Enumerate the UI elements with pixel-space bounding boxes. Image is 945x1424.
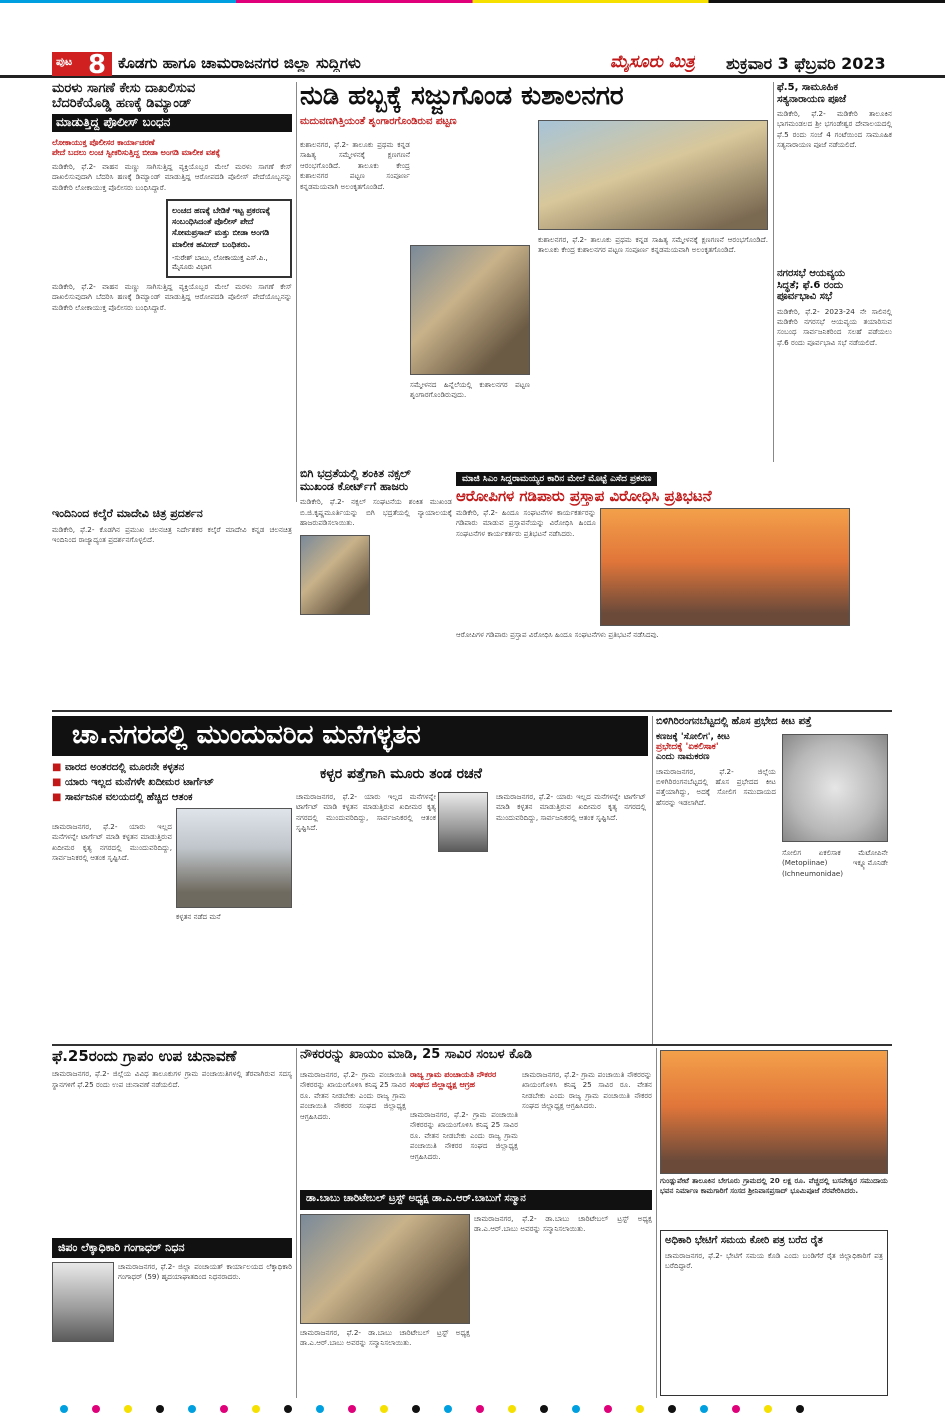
headline: ಬಿಳಿಗಿರಿರಂಗನಬೆಟ್ಟದಲ್ಲಿ ಹೊಸ ಪ್ರಭೇದ ಕೀಟ ಪತ್ತೆ: [656, 716, 812, 727]
photo-caption: ಸಮ್ಮೇಳನದ ಹಿನ್ನೆಲೆಯಲ್ಲಿ ಕುಶಾಲನಗರ ಪಟ್ಟಣ ಶೃಂಗಾರಗೊಂಡಿರುವುದು.: [410, 380, 530, 400]
column-divider: [773, 82, 774, 462]
column-divider: [296, 1048, 297, 1398]
tag: ಪೇದೆ ಬದಲು ಲಂಚ ಸ್ವೀಕರಿಸುತ್ತಿದ್ದ ಬೀಡಾ ಅಂಗಡಿ ಮಾಲೀಕ ವಶಕ್ಕೆ: [52, 147, 221, 157]
headline-line: ಬಿಗಿ ಭದ್ರತೆಯಲ್ಲಿ ಶಂಕಿತ ನಕ್ಸಲ್: [300, 468, 411, 480]
article-body: ಚಾಮರಾಜನಗರ, ಫೆ.2- ಡಾ.ಬಾಬು ಚಾರಿಟೇಬಲ್ ಟ್ರಸ್ಟ್ ಅಧ್ಯಕ್ಷ ಡಾ.ಎ.ಆರ್.ಬಾಬು ಅವರನ್ನು ಸನ್ಮಾನಿಸಲಾಯಿತು.: [474, 1214, 652, 1234]
article-body: ಮಡಿಕೇರಿ, ಫೆ.2- ವಾಹನ ಮಣ್ಣು ಸಾಗಿಸುತ್ತಿದ್ದ ವ್ಯಕ್ತಿಯೊಬ್ಬರ ಮೇಲೆ ಮರಳು ಸಾಗಣೆ ಕೇಸ್ ದಾಖಲಿಸುವುದಾಗಿ ಬೆದರಿಸಿ ಹಣಕ್ಕೆ ಡಿಮ್ಯಾಂಡ್ ಮಾಡುತ್ತಿದ್ದ ಆರೋಪದಡಿ ಪೊಲೀಸ್ ಪೇದೆಯೊಬ್ಬನನ್ನು ಮಡಿಕೇರಿ ಲೋಕಾಯುಕ್ತ ಪೊಲೀಸರು ಬಂಧಿಸಿದ್ದಾರೆ.: [52, 161, 292, 192]
headline: ಅಧಿಕಾರಿ ಭೇಟಿಗೆ ಸಮಯ ಕೋರಿ ಪತ್ರ ಬರೆದ ರೈತ: [665, 1235, 823, 1246]
headline: ಚಾ.ನಗರದಲ್ಲಿ ಮುಂದುವರಿದ ಮನೆಗಳ್ಳತನ: [52, 716, 648, 756]
portrait-photo: [438, 792, 488, 852]
paper-name: ಮೈಸೂರು ಮಿತ್ರ: [610, 52, 695, 72]
photo-caption: ಆರೋಪಿಗಳ ಗಡಿಪಾರು ಪ್ರಸ್ತಾಪ ವಿರೋಧಿಸಿ ಹಿಂದೂ ಸಂಘಟನೆಗಳು ಪ್ರತಿಭಟನೆ ನಡೆಸಿದವು.: [456, 630, 659, 639]
festival-decoration-photo: [538, 120, 768, 230]
pull-quote-text: ಲಂಚದ ಹಣಕ್ಕೆ ಬೇಡಿಕೆ ಇಟ್ಟ ಪ್ರಕರಣಕ್ಕೆ ಸಂಬಂಧಿಸಿದಂತೆ ಪೊಲೀಸ್ ಪೇದೆ ಸೋಮಪ್ರಸಾದ್ ಮತ್ತು ಬೀಡಾ ಅಂಗಡಿ ಮಾಲೀಕ ಹಮೀದ್ ಬಂಧಿತರು.: [172, 205, 271, 249]
headline-line: ಮರಳು ಸಾಗಣೆ ಕೇಸು ದಾಖಲಿಸುವ: [52, 82, 196, 96]
subhead-line: ಪ್ರಭೇದಕ್ಕೆ 'ಏಕಲಿಸಾಕ': [656, 741, 719, 752]
headline-line: ಮುಖಂಡ ಕೋರ್ಟ್‌ಗೆ ಹಾಜರು: [300, 479, 409, 493]
article-body: ಮಡಿಕೇರಿ, ಫೆ.2- ಮಡಿಕೇರಿ ತಾಲೂಕಿನ ಭಾಗಮಂಡಲದ ಶ್ರೀ ಭಗಂಡೇಶ್ವರ ದೇವಾಲಯದಲ್ಲಿ ಫೆ.5 ರಂದು ಸಂಜೆ 4 ಗಂಟೆಯಿಂದ ಸಾಮೂಹಿಕ ಸತ್ಯನಾರಾಯಣ ಪೂಜೆ ನಡೆಯಲಿದೆ.: [777, 109, 892, 150]
subhead-line: ಕಣಜಕ್ಕೆ 'ಸೋಲಿಗ', ಕೀಟ: [656, 731, 730, 742]
article-body: ಕುಶಾಲನಗರ, ಫೆ.2- ತಾಲೂಕು ಪ್ರಥಮ ಕನ್ನಡ ಸಾಹಿತ್ಯ ಸಮ್ಮೇಳನಕ್ಕೆ ಕ್ಷಣಗಣನೆ ಆರಂಭಗೊಂಡಿದೆ. ತಾಲೂಕು ಕೇಂದ್ರ ಕುಶಾಲನಗರ ಪಟ್ಟಣ ಸಂಪೂರ್ಣ ಕನ್ನಡಮಯವಾಗಿ ಅಲಂಕೃತಗೊಂಡಿದೆ.: [300, 140, 410, 191]
headline: ಆರೋಪಿಗಳ ಗಡಿಪಾರು ಪ್ರಸ್ತಾಪ ವಿರೋಧಿಸಿ ಪ್ರತಿಭಟನೆ: [456, 487, 712, 505]
photo-caption: ಗುಂಡ್ಲುಪೇಟೆ ತಾಲೂಕಿನ ಬೇಗೂರು ಗ್ರಾಮದಲ್ಲಿ 20 ಲಕ್ಷ ರೂ. ವೆಚ್ಚದಲ್ಲಿ ಬಸವೇಶ್ವರ ಸಮುದಾಯ ಭವನ ನಿರ್ಮಾಣ ಕಾಮಗಾರಿಗೆ ಸಂಸದ ಶ್ರೀನಿವಾಸಪ್ರಸಾದ್ ಭೂಮಿಪೂಜೆ ನೆರವೇರಿಸಿದರು.: [660, 1176, 888, 1196]
article-body: ಚಾಮರಾಜನಗರ, ಫೆ.2- ಯಾರು ಇಲ್ಲದ ಮನೆಗಳನ್ನೇ ಟಾರ್ಗೆಟ್ ಮಾಡಿ ಕಳ್ಳತನ ಮಾಡುತ್ತಿರುವ ಖದೀಮರ ಕೃತ್ಯ ನಗರದಲ್ಲಿ ಮುಂದುವರಿದಿದ್ದು, ಸಾರ್ವಜನಿಕರಲ್ಲಿ ಆತಂಕ ಸೃಷ್ಟಿಸಿದೆ.: [296, 792, 436, 833]
color-registration-bar: [0, 0, 945, 3]
protest-photo: [600, 508, 850, 626]
headline: ನೌಕರರನ್ನು ಖಾಯಂ ಮಾಡಿ, 25 ಸಾವಿರ ಸಂಬಳ ಕೊಡಿ: [300, 1048, 532, 1062]
article-body: ಚಾಮರಾಜನಗರ, ಫೆ.2- ಯಾರು ಇಲ್ಲದ ಮನೆಗಳನ್ನೇ ಟಾರ್ಗೆಟ್ ಮಾಡಿ ಕಳ್ಳತನ ಮಾಡುತ್ತಿರುವ ಖದೀಮರ ಕೃತ್ಯ ನಗರದಲ್ಲಿ ಮುಂದುವರಿದಿದ್ದು, ಸಾರ್ವಜನಿಕರಲ್ಲಿ ಆತಂಕ ಸೃಷ್ಟಿಸಿದೆ.: [52, 822, 172, 863]
page-label: ಪುಟ: [52, 52, 112, 76]
headline-line: ನಗರಸಭೆ ಆಯವ್ಯಯ: [777, 268, 846, 279]
highlight-bullet: ■ ಸಾರ್ವಜನಿಕ ವಲಯದಲ್ಲಿ ಹೆಚ್ಚಿದ ಆತಂಕ: [52, 790, 312, 805]
issue-date: ಶುಕ್ರವಾರ 3 ಫೆಬ್ರವರಿ 2023: [726, 54, 886, 73]
highlight-bullet: ■ ಯಾರು ಇಲ್ಲದ ಮನೆಗಳೇ ಖದೀಮರ ಟಾರ್ಗೆಟ್: [52, 775, 312, 790]
article-body: ಚಾಮರಾಜನಗರ, ಫೆ.2- ಜಿಲ್ಲಾ ಪಂಚಾಯತ್ ಕಾರ್ಯಾಲಯದ ಲೆಕ್ಕಾಧಿಕಾರಿ ಗಂಗಾಧರ್ (59) ಹೃದಯಾಘಾತದಿಂದ ನಿಧನರಾದರು.: [118, 1262, 292, 1282]
story-farmer-letter: [660, 1230, 888, 1396]
section-title: ಕೊಡಗು ಹಾಗೂ ಚಾಮರಾಜನಗರ ಜಿಲ್ಲಾ ಸುದ್ದಿಗಳು: [118, 54, 361, 72]
highlight-bullet: ■ ವಾರದ ಅಂತರದಲ್ಲಿ ಮೂರನೇ ಕಳ್ಳತನ: [52, 760, 312, 775]
article-body: ಮಡಿಕೇರಿ, ಫೆ.2- ವಾಹನ ಮಣ್ಣು ಸಾಗಿಸುತ್ತಿದ್ದ ವ್ಯಕ್ತಿಯೊಬ್ಬರ ಮೇಲೆ ಮರಳು ಸಾಗಣೆ ಕೇಸ್ ದಾಖಲಿಸುವುದಾಗಿ ಬೆದರಿಸಿ ಹಣಕ್ಕೆ ಡಿಮ್ಯಾಂಡ್ ಮಾಡುತ್ತಿದ್ದ ಆರೋಪದಡಿ ಪೊಲೀಸ್ ಪೇದೆಯೊಬ್ಬನನ್ನು ಮಡಿಕೇರಿ ಲೋಕಾಯುಕ್ತ ಪೊಲೀಸರು ಬಂಧಿಸಿದ್ದಾರೆ.: [52, 281, 292, 312]
article-body: ಕುಶಾಲನಗರ, ಫೆ.2- ತಾಲೂಕು ಪ್ರಥಮ ಕನ್ನಡ ಸಾಹಿತ್ಯ ಸಮ್ಮೇಳನಕ್ಕೆ ಕ್ಷಣಗಣನೆ ಆರಂಭಗೊಂಡಿದೆ. ತಾಲೂಕು ಕೇಂದ್ರ ಕುಶಾಲನಗರ ಪಟ್ಟಣ ಸಂಪೂರ್ಣ ಕನ್ನಡಮಯವಾಗಿ ಅಲಂಕೃತಗೊಂಡಿದೆ.: [538, 235, 768, 255]
article-body: ಚಾಮರಾಜನಗರ, ಫೆ.2- ಜಿಲ್ಲೆಯ ವಿವಿಧ ತಾಲೂಕುಗಳ ಗ್ರಾಮ ಪಂಚಾಯಿತಿಗಳಲ್ಲಿ ತೆರವಾಗಿರುವ ಸದಸ್ಯ ಸ್ಥಾನಗಳಿಗೆ ಫೆ.25 ರಂದು ಉಪ ಚುನಾವಣೆ ನಡೆಯಲಿದೆ.: [52, 1069, 292, 1089]
section-divider: [52, 1044, 892, 1046]
headline: ಜಿಪಂ ಲೆಕ್ಕಾಧಿಕಾರಿ ಗಂಗಾಧರ್ ನಿಧನ: [52, 1238, 292, 1258]
headline-line: ಬೆದರಿಕೆಯೊಡ್ಡಿ ಹಣಕ್ಕೆ ಡಿಮ್ಯಾಂಡ್: [52, 95, 192, 111]
article-body: ಚಾಮರಾಜನಗರ, ಫೆ.2- ಭೇಟಿಗೆ ಸಮಯ ಕೊಡಿ ಎಂದು ಬಂಡಿಗೆರೆ ರೈತ ಜಿಲ್ಲಾಧಿಕಾರಿಗೆ ಪತ್ರ ಬರೆದಿದ್ದಾರೆ.: [665, 1250, 883, 1270]
article-body: ಚಾಮರಾಜನಗರ, ಫೆ.2- ಯಾರು ಇಲ್ಲದ ಮನೆಗಳನ್ನೇ ಟಾರ್ಗೆಟ್ ಮಾಡಿ ಕಳ್ಳತನ ಮಾಡುತ್ತಿರುವ ಖದೀಮರ ಕೃತ್ಯ ನಗರದಲ್ಲಿ ಮುಂದುವರಿದಿದ್ದು, ಸಾರ್ವಜನಿಕರಲ್ಲಿ ಆತಂಕ ಸೃಷ್ಟಿಸಿದೆ.: [496, 792, 646, 822]
article-body: ಚಾಮರಾಜನಗರ, ಫೆ.2- ಗ್ರಾಮ ಪಂಚಾಯಿತಿ ನೌಕರರನ್ನು ಖಾಯಂಗೊಳಿಸಿ ಕನಿಷ್ಠ 25 ಸಾವಿರ ರೂ. ವೇತನ ನೀಡಬೇಕು ಎಂದು ರಾಜ್ಯ ಗ್ರಾಮ ಪಂಚಾಯಿತಿ ನೌಕರರ ಸಂಘದ ಜಿಲ್ಲಾಧ್ಯಕ್ಷ ಆಗ್ರಹಿಸಿದರು.: [522, 1070, 652, 1111]
headline: ಫೆ.25ರಂದು ಗ್ರಾಪಂ ಉಪ ಚುನಾವಣೆ: [52, 1048, 237, 1065]
column-divider: [652, 716, 653, 1046]
photo-caption: ಕಳ್ಳತನ ನಡೆದ ಮನೆ: [176, 912, 221, 921]
story-film-screening: [52, 508, 292, 708]
registration-dots: [60, 1405, 804, 1413]
page-number: 8: [88, 50, 107, 80]
kicker-line: ಸಂಘದ ಜಿಲ್ಲಾಧ್ಯಕ್ಷ ಆಗ್ರಹ: [410, 1080, 475, 1089]
article-body: ಮಡಿಕೇರಿ, ಫೆ.2- 2023-24 ನೇ ಸಾಲಿನಲ್ಲಿ ಮಡಿಕೇರಿ ನಗರಸಭೆ ಆಯವ್ಯಯ ತಯಾರಿಸುವ ಸಂಬಂಧ ಸಾರ್ವಜನಿಕರಿಂದ ಸಲಹೆ ಪಡೆಯಲು ಫೆ.6 ರಂದು ಪೂರ್ವಭಾವಿ ಸಭೆ ನಡೆಯಲಿದೆ.: [777, 306, 892, 347]
headline: ಇಂದಿನಿಂದ ಕಲ್ಕೆರೆ ಮಾದೇವಿ ಚಿತ್ರ ಪ್ರದರ್ಶನ: [52, 508, 203, 520]
kicker-line: ರಾಜ್ಯ ಗ್ರಾಮ ಪಂಚಾಯತಿ ನೌಕರರ: [410, 1070, 497, 1079]
naxal-photo: [300, 535, 370, 615]
felicitation-photo: [300, 1214, 470, 1324]
article-body: ಚಾಮರಾಜನಗರ, ಫೆ.2- ಗ್ರಾಮ ಪಂಚಾಯಿತಿ ನೌಕರರನ್ನು ಖಾಯಂಗೊಳಿಸಿ ಕನಿಷ್ಠ 25 ಸಾವಿರ ರೂ. ವೇತನ ನೀಡಬೇಕು ಎಂದು ರಾಜ್ಯ ಗ್ರಾಮ ಪಂಚಾಯಿತಿ ನೌಕರರ ಸಂಘದ ಜಿಲ್ಲಾಧ್ಯಕ್ಷ ಆಗ್ರಹಿಸಿದರು.: [300, 1070, 406, 1121]
pull-quote: [166, 199, 292, 278]
story-budget-meeting: [777, 268, 892, 458]
headline-line: ಮಾಡುತ್ತಿದ್ದ ಪೊಲೀಸ್ ಬಂಧನ: [52, 114, 292, 132]
article-body: ಮಡಿಕೇರಿ, ಫೆ.2- ನಕ್ಸಲ್ ಸಂಘಟನೆಯ ಶಂಕಿತ ಮುಖಂಡ ಬಿ.ಜಿ.ಕೃಷ್ಣಮೂರ್ತಿಯನ್ನು ಬಿಗಿ ಭದ್ರತೆಯಲ್ಲಿ ನ್ಯಾಯಾಲಯಕ್ಕೆ ಹಾಜರುಪಡಿಸಲಾಯಿತು.: [300, 497, 452, 528]
article-body: ಚಾಮರಾಜನಗರ, ಫೆ.2- ಡಾ.ಬಾಬು ಚಾರಿಟೇಬಲ್ ಟ್ರಸ್ಟ್ ಅಧ್ಯಕ್ಷ ಡಾ.ಎ.ಆರ್.ಬಾಬು ಅವರನ್ನು ಸನ್ಮಾನಿಸಲಾಯಿತು.: [300, 1328, 470, 1348]
headline-line: ಪೂರ್ವಭಾವಿ ಸಭೆ: [777, 291, 833, 302]
article-body: ಮಡಿಕೇರಿ, ಫೆ.2- ಕೊಡಗಿನ ಪ್ರಮುಖ ಚಲನಚಿತ್ರ ನಿರ್ದೇಶಕರ ಕಲ್ಕೆರೆ ಮಾದೇವಿ ಕನ್ನಡ ಚಲನಚಿತ್ರ ಇಂದಿನಿಂದ ರಾಜ್ಯಾದ್ಯಂತ ಪ್ರದರ್ಶನಗೊಳ್ಳಲಿದೆ.: [52, 524, 292, 545]
photo-caption: ಸೋಲಿಗ ಏಕಲಿಸಾಕ ಮೆಟೋಪಿನೇ (Metopiinae) ಇಕ್ನ್ಯೂಮೊನಿಡೇ (Ichneumonidae): [782, 848, 888, 878]
article-body: ಮಡಿಕೇರಿ, ಫೆ.2- ಹಿಂದೂ ಸಂಘಟನೆಗಳ ಕಾರ್ಯಕರ್ತರನ್ನು ಗಡಿಪಾರು ಮಾಡುವ ಪ್ರಸ್ತಾವನೆಯನ್ನು ವಿರೋಧಿಸಿ ಹಿಂದೂ ಸಂಘಟನೆಗಳ ಕಾರ್ಯಕರ್ತರು ಪ್ರತಿಭಟನೆ ನಡೆಸಿದರು.: [456, 508, 596, 538]
subhead-block: [656, 732, 776, 763]
column-divider: [656, 1048, 657, 1398]
subhead-line: ಎಂದು ನಾಮಕರಣ: [656, 752, 710, 763]
article-body: ಚಾಮರಾಜನಗರ, ಫೆ.2- ಜಿಲ್ಲೆಯ ಬಿಳಿಗಿರಿರಂಗನಬೆಟ್ಟದಲ್ಲಿ ಹೊಸ ಪ್ರಭೇದದ ಕೀಟ ಪತ್ತೆಯಾಗಿದ್ದು, ಅದಕ್ಕೆ ಸೋಲಿಗ ಸಮುದಾಯದ ಹೆಸರನ್ನು ಇಡಲಾಗಿದೆ.: [656, 766, 776, 807]
headline-line: ಸಿದ್ಧತೆ; ಫೆ.6 ರಂದು: [777, 279, 844, 291]
kicker-block: [410, 1070, 518, 1110]
story-bypoll: [52, 1048, 292, 1234]
tag: ಲೋಕಾಯುಕ್ತ ಪೊಲೀಸರ ಕಾರ್ಯಾಚರಣೆ: [52, 137, 155, 147]
burgled-house-photo: [176, 808, 292, 908]
headline: ಡಾ.ಬಾಬು ಚಾರಿಟೇಬಲ್ ಟ್ರಸ್ಟ್ ಅಧ್ಯಕ್ಷ ಡಾ.ಎ.ಆರ್.ಬಾಬುಗೆ ಸನ್ಮಾನ: [300, 1190, 652, 1210]
obituary-photo: [52, 1262, 114, 1342]
article-body: ಚಾಮರಾಜನಗರ, ಫೆ.2- ಗ್ರಾಮ ಪಂಚಾಯಿತಿ ನೌಕರರನ್ನು ಖಾಯಂಗೊಳಿಸಿ ಕನಿಷ್ಠ 25 ಸಾವಿರ ರೂ. ವೇತನ ನೀಡಬೇಕು ಎಂದು ರಾಜ್ಯ ಗ್ರಾಮ ಪಂಚಾಯಿತಿ ನೌಕರರ ಸಂಘದ ಜಿಲ್ಲಾಧ್ಯಕ್ಷ ಆಗ್ರಹಿಸಿದರು.: [410, 1110, 518, 1161]
column-divider: [296, 82, 297, 502]
story-sand-bribe: [52, 82, 292, 502]
pull-quote-credit: -ಸುರೇಶ್ ಬಾಬು, ಲೋಕಾಯುಕ್ತ ಎಸ್.ಪಿ., ಮೈಸೂರು ವಿಭಾಗ: [172, 253, 268, 271]
kicker: ಮಾಜಿ ಸಿಎಂ ಸಿದ್ದರಾಮಯ್ಯರ ಕಾರಿನ ಮೇಲೆ ಮೊಟ್ಟೆ ಎಸೆದ ಪ್ರಕರಣ: [456, 472, 657, 486]
headline-line: ಫೆ.5, ಸಾಮೂಹಿಕ: [777, 82, 838, 93]
headline: ನುಡಿ ಹಬ್ಬಕ್ಕೆ ಸಜ್ಜುಗೊಂಡ ಕುಶಾಲನಗರ: [300, 82, 624, 111]
ground-breaking-photo: [660, 1050, 888, 1174]
story-satyanarayana-pooja: [777, 82, 892, 262]
kicker: ಮದುವಣಗಿತ್ತಿಯಂತೆ ಶೃಂಗಾರಗೊಂಡಿರುವ ಪಟ್ಟಣ: [300, 115, 457, 127]
section-divider: [52, 710, 892, 712]
insect-photo: [782, 734, 888, 842]
headline-line: ಸತ್ಯನಾರಾಯಣ ಪೂಜೆ: [777, 93, 847, 105]
gateway-photo: [410, 245, 530, 375]
subheadline: ಕಳ್ಳರ ಪತ್ತೆಗಾಗಿ ಮೂರು ತಂಡ ರಚನೆ: [320, 766, 482, 782]
